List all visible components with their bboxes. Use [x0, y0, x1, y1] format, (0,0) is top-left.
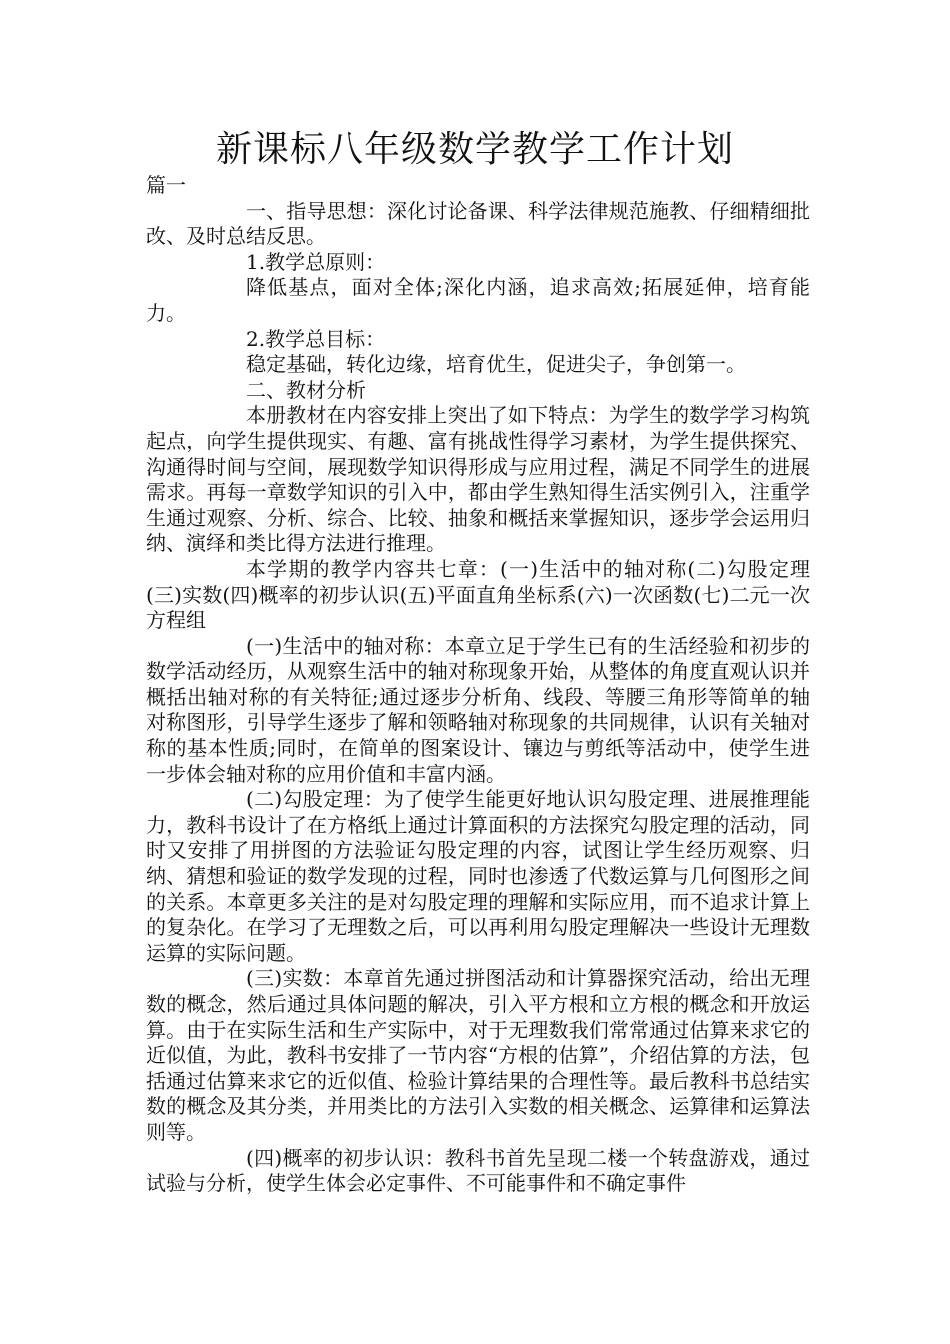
- section-label: 篇一: [146, 173, 186, 197]
- document-title: 新课标八年级数学教学工作计划: [215, 129, 734, 170]
- paragraph-chapters: 本学期的教学内容共七章：(一)生活中的轴对称(二)勾股定理(三)实数(四)概率的初步认识(五)平面直角坐标系(六)一次函数(七)二元一次方程组: [146, 556, 810, 633]
- paragraph-chapter-2: (二)勾股定理：为了使学生能更好地认识勾股定理、进展推理能力，教科书设计了在方格纸上通过计算面积的方法探究勾股定理的活动，同时又安排了用拼图的方法验证勾股定理的内容，试图让学生经历观察、归纳、猜想和验证的数学发现的过程，同时也渗透了代数运算与几何图形之间的关系。本章更多关注的是对勾股定理的理解和实际应用，而不追求计算上的复杂化。在学习了无理数之后，可以再利用勾股定理解决一些设计无理数运算的实际问题。: [146, 787, 810, 965]
- paragraph-textbook-features: 本册教材在内容安排上突出了如下特点：为学生的数学学习构筑起点，向学生提供现实、有趣、富有挑战性得学习素材，为学生提供探究、沟通得时间与空间，展现数学知识得形成与应用过程，满足不同学生的进展需求。再每一章数学知识的引入中，都由学生熟知得生活实例引入，注重学生通过观察、分析、综合、比较、抽象和概括来掌握知识，逐步学会运用归纳、演绎和类比得方法进行推理。: [146, 403, 810, 556]
- paragraph-chapter-4: (四)概率的初步认识：教科书首先呈现二楼一个转盘游戏，通过试验与分析，使学生体会必定事件、不可能事件和不确定事件: [146, 1145, 810, 1196]
- paragraph-textbook-heading: 二、教材分析: [246, 377, 366, 402]
- paragraph-goal-heading: 2.教学总目标：: [246, 326, 386, 351]
- paragraph-chapter-3: (三)实数：本章首先通过拼图活动和计算器探究活动，给出无理数的概念，然后通过具体问题的解决，引入平方根和立方根的概念和开放运算。由于在实际生活和生产实际中，对于无理数我们常常通过估算来求它的近似值，为此，教科书安排了一节内容“方根的估算”，介绍估算的方法，包括通过估算来求它的近似值、检验计算结果的合理性等。最后教科书总结实数的概念及其分类，并用类比的方法引入实数的相关概念、运算律和运算法则等。: [146, 966, 810, 1144]
- paragraph-principle: 降低基点，面对全体;深化内涵，追求高效;拓展延伸，培育能力。: [146, 275, 810, 325]
- document-body: [146, 173, 810, 1197]
- paragraph-principle-heading: 1.教学总原则：: [246, 249, 386, 274]
- paragraph-chapter-1: (一)生活中的轴对称：本章立足于学生已有的生活经验和初步的数学活动经历，从观察生活中的轴对称现象开始，从整体的角度直观认识并概括出轴对称的有关特征;通过逐步分析角、线段、等腰三角形等简单的轴对称图形，引导学生逐步了解和领略轴对称现象的共同规律，认识有关轴对称的基本性质;同时，在简单的图案设计、镶边与剪纸等活动中，使学生进一步体会轴对称的应用价值和丰富内涵。: [146, 633, 810, 786]
- paragraph-goal: 稳定基础，转化边缘，培育优生，促进尖子，争创第一。: [246, 352, 746, 377]
- paragraph-guiding-idea: 一、指导思想：深化讨论备课、科学法律规范施教、仔细精细批改、及时总结反思。: [146, 198, 810, 249]
